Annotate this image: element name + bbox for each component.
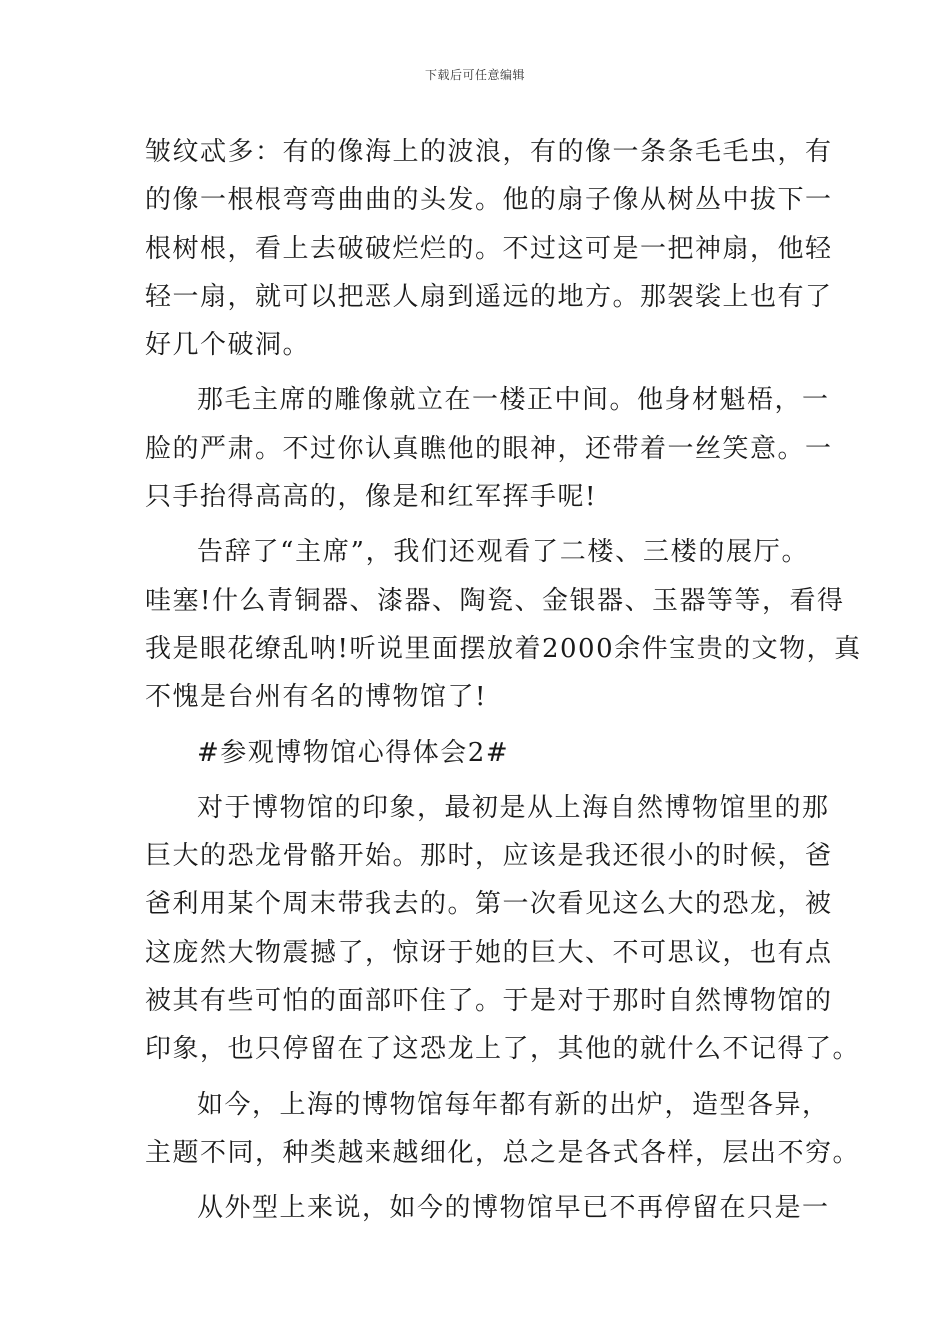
text-line: 这庞然大物震撼了，惊讶于她的巨大、不可思议，也有点 xyxy=(145,937,833,968)
text-line: #参观博物馆心得体会2# xyxy=(197,737,510,768)
text-line: 主题不同，种类越来越细化，总之是各式各样，层出不穷。 xyxy=(145,1137,861,1168)
text-line: 根树根，看上去破破烂烂的。不过这可是一把神扇，他轻 xyxy=(145,233,833,264)
text-line: 脸的严肃。不过你认真瞧他的眼神，还带着一丝笑意。一 xyxy=(145,433,833,464)
document-body xyxy=(145,128,862,1233)
text-line: 被其有些可怕的面部吓住了。于是对于那时自然博物馆的 xyxy=(145,986,833,1017)
text-line: 哇塞!什么青铜器、漆器、陶瓷、金银器、玉器等等，看得 xyxy=(145,585,845,616)
text-line: 皱纹忒多：有的像海上的波浪，有的像一条条毛毛虫，有 xyxy=(145,137,833,167)
text-line: 如今，上海的博物馆每年都有新的出炉，造型各异， xyxy=(197,1089,830,1120)
text-line: 爸利用某个周末带我去的。第一次看见这么大的恐龙，被 xyxy=(145,889,833,920)
text-line: 只手抬得高高的，像是和红军挥手呢! xyxy=(145,482,597,513)
text-line: 我是眼花缭乱呐!听说里面摆放着2000余件宝贵的文物，真 xyxy=(145,633,862,664)
text-line: 那毛主席的雕像就立在一楼正中间。他身材魁梧，一 xyxy=(197,385,830,416)
text-line: 巨大的恐龙骨骼开始。那时，应该是我还很小的时候，爸 xyxy=(145,841,833,872)
text-line: 对于博物馆的印象，最初是从上海自然博物馆里的那 xyxy=(197,792,830,823)
text-line: 不愧是台州有名的博物馆了! xyxy=(145,682,487,713)
page-header: 下载后可任意编辑 xyxy=(424,68,525,82)
text-line: 从外型上来说，如今的博物馆早已不再停留在只是一 xyxy=(197,1193,830,1224)
text-line: 轻一扇，就可以把恶人扇到遥远的地方。那袈裟上也有了 xyxy=(145,281,833,312)
text-line: 的像一根根弯弯曲曲的头发。他的扇子像从树丛中拔下一 xyxy=(145,185,833,216)
text-line: 印象，也只停留在了这恐龙上了，其他的就什么不记得了。 xyxy=(145,1034,861,1065)
text-line: 告辞了“主席”，我们还观看了二楼、三楼的展厅。 xyxy=(197,537,809,568)
text-line: 好几个破洞。 xyxy=(145,330,311,361)
